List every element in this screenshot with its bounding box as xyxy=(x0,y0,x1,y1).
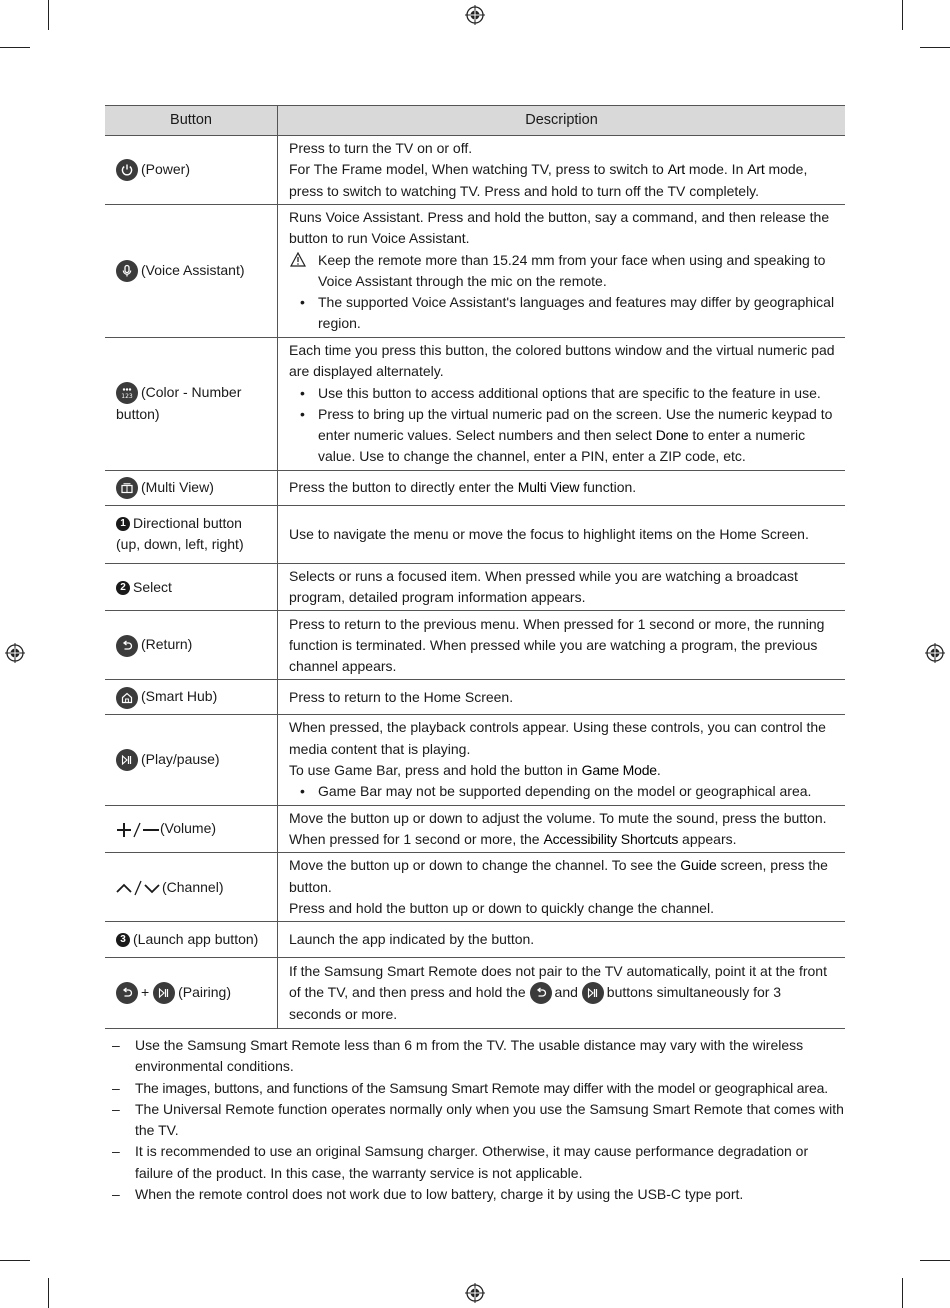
table-row xyxy=(105,680,845,715)
voice-label: (Voice Assistant) xyxy=(141,261,245,278)
desc-text: buttons simultaneously for 3 seconds or more. xyxy=(289,984,782,1023)
note-item: – Use the Samsung Smart Remote less than 6 m from the TV. The usable distance may vary with the wireless environmental conditions. xyxy=(112,1035,847,1078)
table-row xyxy=(105,470,845,505)
desc-text: to enter a numeric value. Use to change the channel, enter a PIN, enter a ZIP code, etc. xyxy=(318,427,806,465)
color-label: (Color - Number button) xyxy=(116,384,242,423)
play-pause-icon xyxy=(582,982,604,1004)
desc-text: function. xyxy=(583,479,637,496)
description-cell xyxy=(278,337,846,470)
button-cell xyxy=(105,680,278,715)
smarthub-label: (Smart Hub) xyxy=(141,688,218,705)
note-item: – The images, buttons, and functions of the Samsung Smart Remote may differ with the model or geographical area. xyxy=(112,1078,847,1099)
desc-text: Move the button up or down to change the channel. To see the xyxy=(289,857,677,874)
button-cell xyxy=(105,853,278,922)
description-cell xyxy=(278,136,846,205)
desc-text: To use Game Bar, press and hold the button in xyxy=(289,762,578,779)
desc-text: Press to bring up the virtual numeric pad on the screen. Use the numeric keypad to enter numeric values. Select numbers and then select xyxy=(318,405,833,444)
desc-text: mode, xyxy=(768,161,808,178)
list-item: • Game Bar may not be supported depending on the model or geographical area. xyxy=(289,781,837,802)
warning-icon xyxy=(290,252,306,267)
header-button: Button xyxy=(105,106,278,136)
description-cell: Launch the app indicated by the button. xyxy=(278,922,846,958)
description-cell xyxy=(278,715,846,805)
desc-text: mode. In xyxy=(688,161,744,178)
table-row xyxy=(105,505,845,563)
warning-text: Keep the remote more than 15.24 mm from your face when using and speaking to Voice Assistant through the mic on the remote. xyxy=(318,251,826,289)
table-row xyxy=(105,958,845,1029)
desc-text: press to switch to watching TV. Press and hold to turn off the TV completely. xyxy=(289,182,760,199)
button-cell xyxy=(105,470,278,505)
table-header-row xyxy=(105,106,845,136)
registration-mark-icon xyxy=(5,643,25,663)
button-cell xyxy=(105,715,278,805)
table-row xyxy=(105,563,845,611)
multiview-label: (Multi View) xyxy=(141,478,214,495)
desc-text: Press to turn the TV on or off. xyxy=(289,140,473,156)
color-number-icon xyxy=(116,382,138,404)
art-term: Art xyxy=(667,161,685,178)
desc-text: Move the button up or down to adjust the volume. To mute the sound, press the button. When pressed for 1 second or more, the xyxy=(289,809,827,847)
desc-text: and xyxy=(554,984,578,1001)
return-icon xyxy=(116,635,138,657)
table-row xyxy=(105,136,845,205)
description-cell: Press to return to the previous menu. When pressed for 1 second or more, the running function is terminated. When pressed while you are watching a program, the previous channel appears. xyxy=(278,611,846,680)
crop-mark xyxy=(902,1278,903,1308)
desc-text: When pressed, the playback controls appear. Using these controls, you can control the media content that is playing. xyxy=(289,719,826,757)
power-label: (Power) xyxy=(141,160,191,177)
note-item: – It is recommended to use an original Samsung charger. Otherwise, it may cause performance degradation or failure of the product. In this case, the warranty service is not applicable. xyxy=(112,1141,847,1184)
desc-text: Press and hold the button up or down to quickly change the channel. xyxy=(289,899,714,916)
callout-number-3: 3 xyxy=(116,933,130,947)
svg-text:123: 123 xyxy=(121,393,133,401)
select-label: Select xyxy=(133,578,172,595)
desc-text: screen, press the button. xyxy=(289,857,828,895)
channel-up-down-icon xyxy=(116,880,162,896)
table-row xyxy=(105,922,845,958)
header-description: Description xyxy=(278,106,846,136)
desc-text: Runs Voice Assistant. Press and hold the button, say a command, and then release the button to run Voice Assistant. xyxy=(289,209,830,247)
notes-list xyxy=(112,1035,847,1205)
power-icon xyxy=(116,159,138,181)
art-term: Art xyxy=(747,161,765,178)
play-pause-icon xyxy=(116,749,138,771)
warning-note xyxy=(289,250,837,293)
crop-mark xyxy=(48,1278,49,1308)
description-cell xyxy=(278,204,846,337)
done-term: Done xyxy=(655,427,689,444)
table-row xyxy=(105,715,845,805)
crop-mark xyxy=(902,0,903,30)
button-cell xyxy=(105,563,278,611)
table-row xyxy=(105,337,845,470)
game-mode-term: Game Mode xyxy=(581,762,657,779)
crop-mark xyxy=(920,47,950,48)
button-cell xyxy=(105,958,278,1029)
volume-plus-minus-icon xyxy=(116,822,160,838)
table-row xyxy=(105,853,845,922)
button-cell xyxy=(105,204,278,337)
registration-mark-icon xyxy=(465,1283,485,1303)
multi-view-term: Multi View xyxy=(517,479,580,496)
list-item: • The supported Voice Assistant's languages and features may differ by geographical region. xyxy=(289,292,837,335)
desc-text: Press the button to directly enter the xyxy=(289,479,514,496)
description-cell: Press to return to the Home Screen. xyxy=(278,680,846,715)
description-cell xyxy=(278,470,846,505)
note-item: – When the remote control does not work due to low battery, charge it by using the USB-C type port. xyxy=(112,1184,847,1205)
desc-text: . xyxy=(656,762,661,779)
description-cell xyxy=(278,958,846,1029)
crop-mark xyxy=(0,1260,30,1261)
callout-number-2: 2 xyxy=(116,581,130,595)
crop-mark xyxy=(920,1260,950,1261)
channel-label: (Channel) xyxy=(162,878,224,895)
return-icon xyxy=(116,982,138,1004)
button-cell xyxy=(105,337,278,470)
desc-text: appears. xyxy=(682,830,737,847)
home-icon xyxy=(116,687,138,709)
crop-mark xyxy=(48,0,49,30)
pairing-label: (Pairing) xyxy=(178,984,231,1001)
guide-term: Guide xyxy=(680,857,717,874)
crop-mark xyxy=(0,47,30,48)
table-row xyxy=(105,611,845,680)
registration-mark-icon xyxy=(925,643,945,663)
button-cell xyxy=(105,611,278,680)
plus-sign: + xyxy=(141,984,150,1001)
description-cell xyxy=(278,853,846,922)
table-row xyxy=(105,204,845,337)
callout-number-1: 1 xyxy=(116,517,130,531)
launch-label: (Launch app button) xyxy=(133,931,259,948)
directional-label: Directional button (up, down, left, right) xyxy=(116,515,244,553)
microphone-icon xyxy=(116,260,138,282)
button-cell xyxy=(105,136,278,205)
desc-text: For The Frame model, When watching TV, press to switch to xyxy=(289,161,664,178)
volume-label: (Volume) xyxy=(160,820,217,837)
list-item xyxy=(289,404,837,468)
button-cell xyxy=(105,505,278,563)
note-item: – The Universal Remote function operates normally only when you use the Samsung Smart Remote that comes with the TV. xyxy=(112,1099,847,1142)
desc-text: If the Samsung Smart Remote does not pair to the TV automatically, point it at the front of the TV, and then press and hold the xyxy=(289,962,827,1001)
accessibility-term: Accessibility Shortcuts xyxy=(543,830,679,847)
button-cell xyxy=(105,922,278,958)
desc-text: Each time you press this button, the colored buttons window and the virtual numeric pad are displayed alternately. xyxy=(289,342,835,380)
return-label: (Return) xyxy=(141,636,193,653)
multi-view-icon xyxy=(116,477,138,499)
playpause-label: (Play/pause) xyxy=(141,750,220,767)
button-cell xyxy=(105,805,278,853)
return-icon xyxy=(530,982,552,1004)
table-row xyxy=(105,805,845,853)
description-cell: Selects or runs a focused item. When pressed while you are watching a broadcast program, detailed program information appears. xyxy=(278,563,846,611)
description-cell: Use to navigate the menu or move the focus to highlight items on the Home Screen. xyxy=(278,505,846,563)
description-cell xyxy=(278,805,846,853)
list-item: • Use this button to access additional options that are specific to the feature in use. xyxy=(289,383,837,404)
button-description-table xyxy=(105,105,845,1029)
play-pause-icon xyxy=(153,982,175,1004)
registration-mark-icon xyxy=(465,5,485,25)
